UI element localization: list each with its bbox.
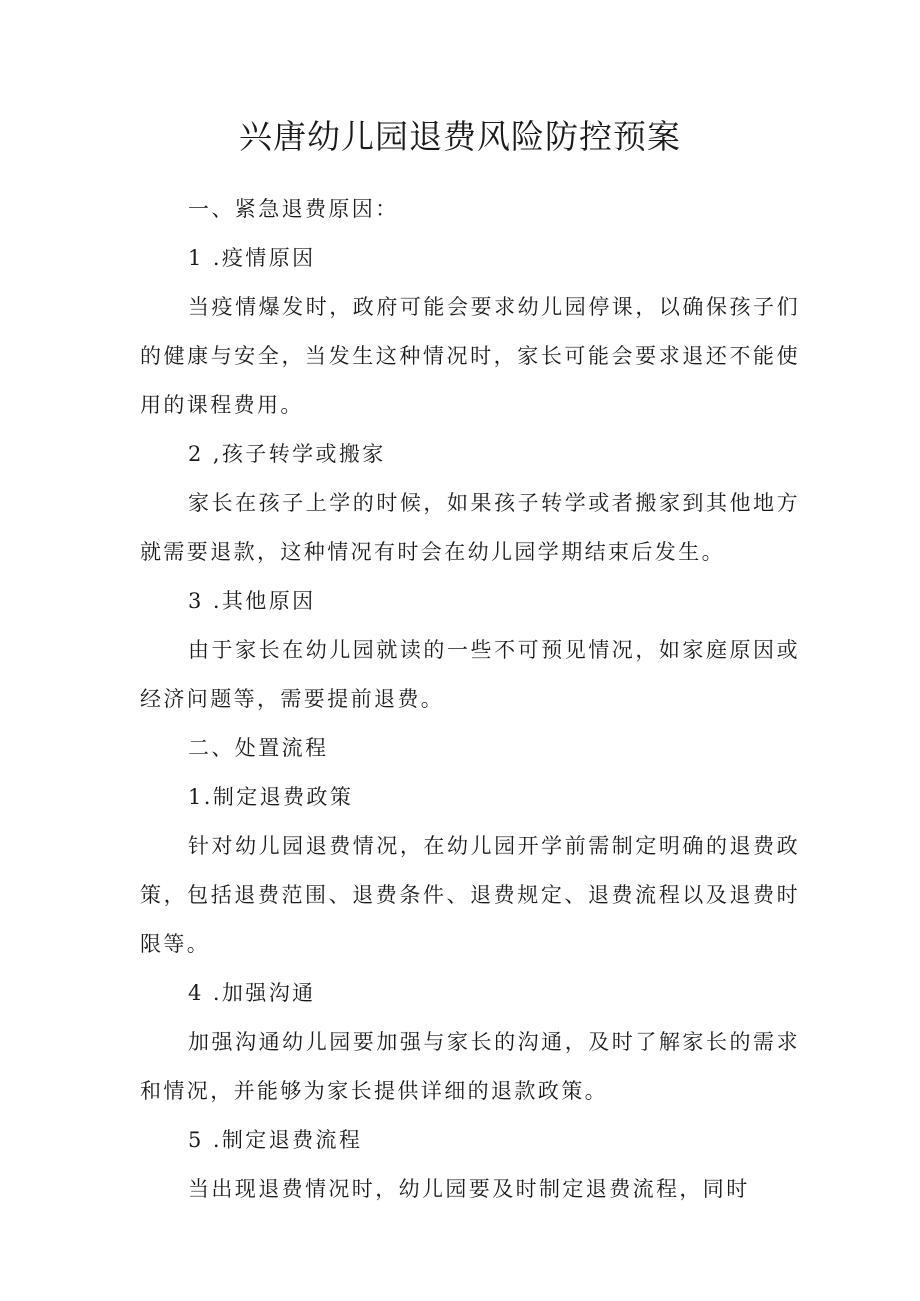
body-paragraph: 家长在孩子上学的时候，如果孩子转学或者搬家到其他地方就需要退款，这种情况有时会在幼儿园学期结束后发生。 — [140, 491, 800, 564]
document-title: 兴唐幼儿园退费风险防控预案 — [239, 117, 681, 156]
subsection-heading: 3 .其他原因 — [188, 589, 316, 613]
body-paragraph: 当出现退费情况时，幼儿园要及时制定退费流程，同时 — [188, 1177, 750, 1201]
body-paragraph: 加强沟通幼儿园要加强与家长的沟通，及时了解家长的需求和情况，并能够为家长提供详细的退款政策。 — [140, 1030, 800, 1103]
body-paragraph: 当疫情爆发时，政府可能会要求幼儿园停课，以确保孩子们的健康与安全，当发生这种情况时，家长可能会要求退还不能使用的课程费用。 — [140, 295, 800, 417]
body-paragraph: 由于家长在幼儿园就读的一些不可预见情况，如家庭原因或经济问题等，需要提前退费。 — [140, 638, 800, 711]
subsection-heading: 1.制定退费政策 — [188, 785, 354, 809]
section-heading: 一、紧急退费原因： — [188, 197, 399, 221]
subsection-heading: 1 .疫情原因 — [188, 246, 316, 270]
section-heading: 二、处置流程 — [188, 736, 329, 760]
subsection-heading: 5 .制定退费流程 — [188, 1128, 363, 1152]
subsection-heading: 4 .加强沟通 — [188, 981, 316, 1005]
subsection-heading: 2 ,孩子转学或搬家 — [188, 442, 386, 466]
body-paragraph: 针对幼儿园退费情况，在幼儿园开学前需制定明确的退费政策，包括退费范围、退费条件、退费规定、退费流程以及退费时限等。 — [140, 834, 800, 956]
document-body — [140, 185, 800, 1214]
